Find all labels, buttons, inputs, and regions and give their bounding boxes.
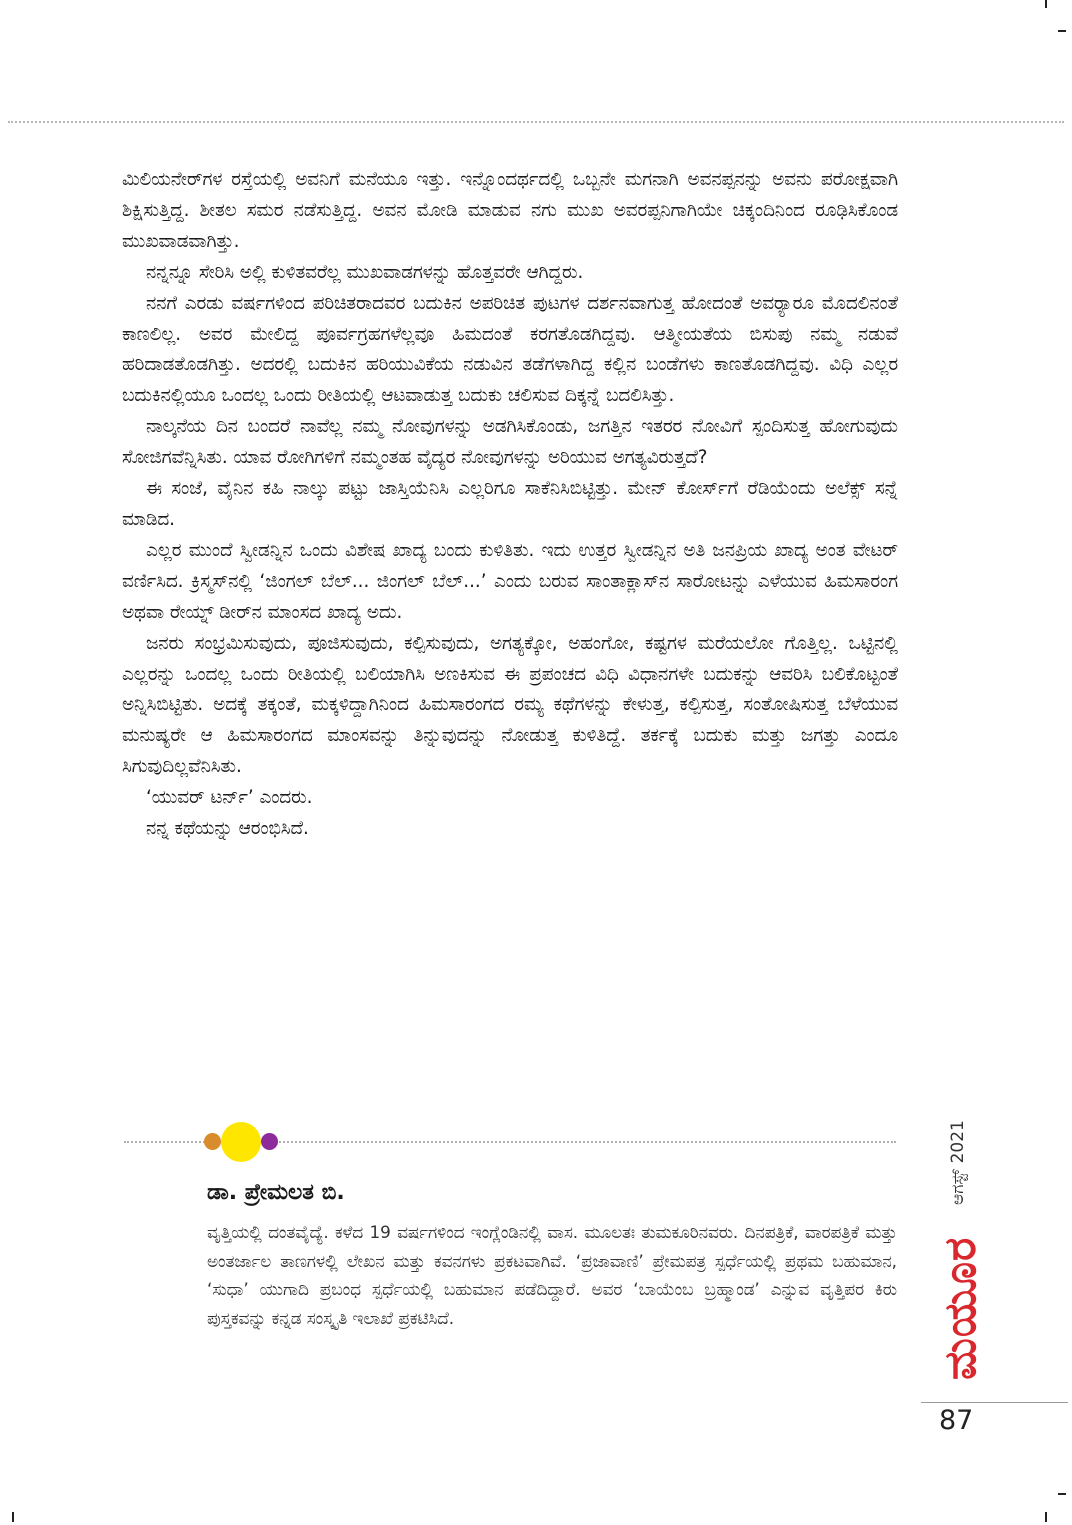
- top-dotted-rule: [8, 121, 1064, 123]
- issue-date: ಆಗಸ್ಟ್ 2021: [948, 1120, 968, 1205]
- crop-mark: [1045, 0, 1047, 8]
- page-number-rule: [921, 1402, 1068, 1403]
- purple-dot-ornament: [261, 1133, 278, 1150]
- magazine-logo: ಮಯೂರ: [935, 1236, 986, 1380]
- article-paragraph: ನನ್ನ ಕಥೆಯನ್ನು ಆರಂಭಿಸಿದೆ.: [146, 818, 309, 840]
- author-name: ಡಾ. ಪ್ರೇಮಲತ ಬಿ.: [207, 1180, 345, 1205]
- crop-mark: [1058, 1493, 1066, 1495]
- article-paragraph: ನನ್ನನ್ನೂ ಸೇರಿಸಿ ಅಲ್ಲಿ ಕುಳಿತವರೆಲ್ಲ ಮುಖವಾಡಗಳನ್ನು ಹೊತ್ತವರೇ ಆಗಿದ್ದರು.: [146, 261, 584, 283]
- yellow-dot-ornament: [221, 1122, 261, 1162]
- crop-mark: [12, 1512, 14, 1522]
- crop-mark: [1058, 30, 1066, 32]
- article-paragraph: ಎಲ್ಲರ ಮುಂದೆ ಸ್ವೀಡನ್ನಿನ ಒಂದು ವಿಶೇಷ ಖಾದ್ಯ ಬಂದು ಕುಳಿತಿತು. ಇದು ಉತ್ತರ ಸ್ವೀಡನ್ನಿನ ಅತಿ ಜನಪ್ರಿಯ ಖಾದ್ಯ ಅಂತ ವೇಟರ್ ವರ್ಣಿಸಿದ. ಕ್ರಿಸ್ಮಸ್‌ನಲ್ಲಿ ‘ಜಿಂಗಲ್ ಬೆಲ್... ಜಿಂಗಲ್ ಬೆಲ್...’ ಎಂದು ಬರುವ ಸಾಂತಾಕ್ಲಾಸ್‌ನ ಸಾರೋಟನ್ನು ಎಳೆಯುವ ಹಿಮಸಾರಂಗ ಅಥವಾ ರೇಯ್ನ್ ಡೀರ್‌ನ ಮಾಂಸದ ಖಾದ್ಯ ಅದು.: [122, 539, 898, 623]
- article-body: [122, 165, 898, 845]
- article-paragraph: ನನಗೆ ಎರಡು ವರ್ಷಗಳಿಂದ ಪರಿಚಿತರಾದವರ ಬದುಕಿನ ಅಪರಿಚಿತ ಪುಟಗಳ ದರ್ಶನವಾಗುತ್ತ ಹೋದಂತೆ ಅವರ‍್ಯಾರೂ ಮೊದಲಿನಂತೆ ಕಾಣಲಿಲ್ಲ. ಅವರ ಮೇಲಿದ್ದ ಪೂರ್ವಗ್ರಹಗಳೆಲ್ಲವೂ ಹಿಮದಂತೆ ಕರಗತೊಡಗಿದ್ದವು. ಆತ್ಮೀಯತೆಯ ಬಿಸುಪು ನಮ್ಮ ನಡುವೆ ಹರಿದಾಡತೊಡಗಿತ್ತು. ಅದರಲ್ಲಿ ಬದುಕಿನ ಹರಿಯುವಿಕೆಯ ನಡುವಿನ ತಡೆಗಳಾಗಿದ್ದ ಕಲ್ಲಿನ ಬಂಡೆಗಳು ಕಾಣತೊಡಗಿದ್ದವು. ವಿಧಿ ಎಲ್ಲರ ಬದುಕಿನಲ್ಲಿಯೂ ಒಂದಲ್ಲ ಒಂದು ರೀತಿಯಲ್ಲಿ ಆಟವಾಡುತ್ತ ಬದುಕು ಚಲಿಸುವ ದಿಕ್ಕನ್ನೆ ಬದಲಿಸಿತ್ತು.: [122, 292, 898, 407]
- article-paragraph: ಜನರು ಸಂಭ್ರಮಿಸುವುದು, ಪೂಜಿಸುವುದು, ಕಲ್ಪಿಸುವುದು, ಅಗತ್ಯಕ್ಕೋ, ಅಹಂಗೋ, ಕಷ್ಟಗಳ ಮರೆಯಲೋ ಗೊತ್ತಿಲ್ಲ. ಒಟ್ಟಿನಲ್ಲಿ ಎಲ್ಲರನ್ನು ಒಂದಲ್ಲ ಒಂದು ರೀತಿಯಲ್ಲಿ ಬಲಿಯಾಗಿಸಿ ಅಣಕಿಸುವ ಈ ಪ್ರಪಂಚದ ವಿಧಿ ವಿಧಾನಗಳೇ ಬದುಕನ್ನು ಆವರಿಸಿ ಬಲಿಕೊಟ್ಟಂತೆ ಅನ್ನಿಸಿಬಿಟ್ಟಿತು. ಅದಕ್ಕೆ ತಕ್ಕಂತೆ, ಮಕ್ಕಳಿದ್ದಾಗಿನಿಂದ ಹಿಮಸಾರಂಗದ ರಮ್ಯ ಕಥೆಗಳನ್ನು ಕೇಳುತ್ತ, ಕಲ್ಪಿಸುತ್ತ, ಸಂತೋಷಿಸುತ್ತ ಬೆಳೆಯುವ ಮನುಷ್ಯರೇ ಆ ಹಿಮಸಾರಂಗದ ಮಾಂಸವನ್ನು ತಿನ್ನುವುದನ್ನು ನೋಡುತ್ತ ಕುಳಿತಿದ್ದೆ. ತರ್ಕಕ್ಕೆ ಬದುಕು ಮತ್ತು ಜಗತ್ತು ಎಂದೂ ಸಿಗುವುದಿಲ್ಲವೆನಿಸಿತು.: [122, 632, 898, 778]
- article-paragraph: ಮಿಲಿಯನೇರ್‌ಗಳ ರಸ್ತೆಯಲ್ಲಿ ಅವನಿಗೆ ಮನೆಯೂ ಇತ್ತು. ಇನ್ನೊಂದರ್ಥದಲ್ಲಿ ಒಬ್ಬನೇ ಮಗನಾಗಿ ಅವನಪ್ಪನನ್ನು ಅವನು ಪರೋಕ್ಷವಾಗಿ ಶಿಕ್ಷಿಸುತ್ತಿದ್ದ. ಶೀತಲ ಸಮರ ನಡೆಸುತ್ತಿದ್ದ. ಅವನ ಮೋಡಿ ಮಾಡುವ ನಗು ಮುಖ ಅವರಪ್ಪನಿಗಾಗಿಯೇ ಚಿಕ್ಕಂದಿನಿಂದ ರೂಢಿಸಿಕೊಂಡ ಮುಖವಾಡವಾಗಿತ್ತು.: [122, 169, 898, 252]
- article-paragraph: ನಾಲ್ಕನೆಯ ದಿನ ಬಂದರೆ ನಾವೆಲ್ಲ ನಮ್ಮ ನೋವುಗಳನ್ನು ಅಡಗಿಸಿಕೊಂಡು, ಜಗತ್ತಿನ ಇತರರ ನೋವಿಗೆ ಸ್ಪಂದಿಸುತ್ತ ಹೋಗುವುದು ಸೋಜಿಗವೆನ್ನಿಸಿತು. ಯಾವ ರೋಗಿಗಳಿಗೆ ನಮ್ಮಂತಹ ವೈದ್ಯರ ನೋವುಗಳನ್ನು ಅರಿಯುವ ಅಗತ್ಯವಿರುತ್ತದೆ?: [122, 416, 898, 469]
- page-number: 87: [939, 1405, 974, 1436]
- author-bio: ವೃತ್ತಿಯಲ್ಲಿ ದಂತವೈದ್ಯೆ. ಕಳೆದ 19 ವರ್ಷಗಳಿಂದ ಇಂಗ್ಲೆಂಡಿನಲ್ಲಿ ವಾಸ. ಮೂಲತಃ ತುಮಕೂರಿನವರು. ದಿನಪತ್ರಿಕೆ, ವಾರಪತ್ರಿಕೆ ಮತ್ತು ಅಂತರ್ಜಾಲ ತಾಣಗಳಲ್ಲಿ ಲೇಖನ ಮತ್ತು ಕವನಗಳು ಪ್ರಕಟವಾಗಿವೆ. ‘ಪ್ರಜಾವಾಣಿ’ ಪ್ರೇಮಪತ್ರ ಸ್ಪರ್ಧೆಯಲ್ಲಿ ಪ್ರಥಮ ಬಹುಮಾನ, ‘ಸುಧಾ’ ಯುಗಾದಿ ಪ್ರಬಂಧ ಸ್ಪರ್ಧೆಯಲ್ಲಿ ಬಹುಮಾನ ಪಡೆದಿದ್ದಾರೆ. ಅವರ ‘ಬಾಯೆಂಬ ಬ್ರಹ್ಮಾಂಡ’ ಎನ್ನುವ ವೃತ್ತಿಪರ ಕಿರು ಪುಸ್ತಕವನ್ನು ಕನ್ನಡ ಸಂಸ್ಕೃತಿ ಇಲಾಖೆ ಪ್ರಕಟಿಸಿದೆ.: [207, 1222, 897, 1328]
- article-paragraph: ‘ಯುವರ್ ಟರ್ನ್’ ಎಂದರು.: [146, 787, 313, 809]
- article-paragraph: ಈ ಸಂಜೆ, ವೈನಿನ ಕಹಿ ನಾಲ್ಕು ಪಟ್ಟು ಜಾಸ್ತಿಯೆನಿಸಿ ಎಲ್ಲರಿಗೂ ಸಾಕೆನಿಸಿಬಿಟ್ಟಿತ್ತು. ಮೇನ್ ಕೋರ್ಸ್‌ಗೆ ರೆಡಿಯೆಂದು ಅಲೆಕ್ಸ್ ಸನ್ನೆ ಮಾಡಿದ.: [122, 478, 898, 530]
- crop-mark: [1045, 1512, 1047, 1522]
- orange-dot-ornament: [204, 1133, 221, 1150]
